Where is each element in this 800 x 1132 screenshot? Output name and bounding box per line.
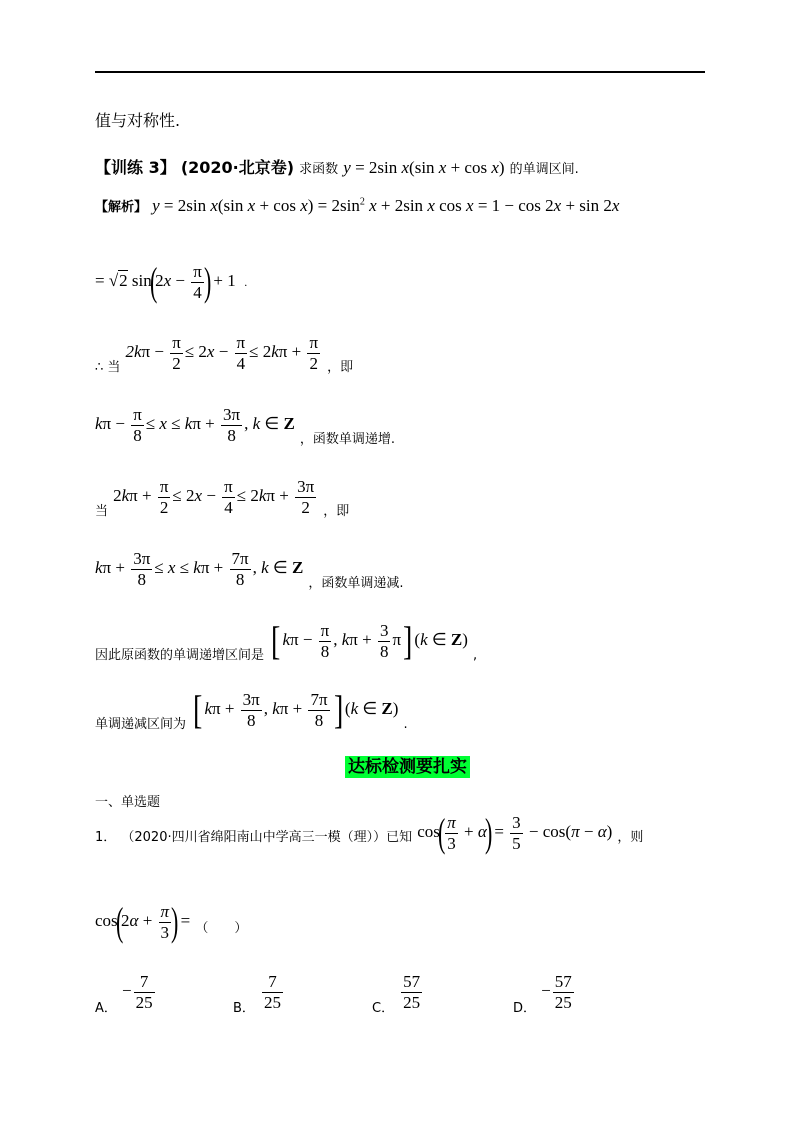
option-a-sign: − [122, 980, 132, 1000]
training-formula: y = 2sin x(sin x + cos x) [343, 158, 505, 177]
option-d-num: 57 [554, 972, 572, 991]
ji-2: ，即 [323, 503, 350, 519]
section-subtitle: 一、单选题 [95, 795, 161, 810]
option-a-label: A． [95, 1000, 117, 1016]
option-a[interactable] [95, 972, 157, 1016]
conclusion-2-end: . [403, 716, 408, 732]
header-rule [95, 71, 705, 73]
option-b-label: B． [233, 1000, 255, 1016]
option-b-num: 7 [262, 972, 283, 993]
continued-text: 值与对称性. [95, 111, 181, 130]
condition-increase: $_{\therefore 当}$ 2kπ − $\frac{\pi}{2}$ ≤ 2x − $\frac{\pi}{4}$ ≤ 2kπ + $\frac{\pi}{2}$ $_{,即}$ [95, 333, 354, 375]
decreasing-text: ，函数单调递减. [308, 575, 404, 591]
training-question-pre: 求函数 [299, 162, 339, 177]
training-source: (2020·北京卷) [180, 158, 295, 177]
increase-range: kπ − $\frac{\pi}{8}$ ≤ x ≤ kπ + $\frac{3\pi}{8}$ , k ∈ Z $_{,函数单调递增.}$ [95, 405, 396, 447]
conclusion-decrease: $_{单调递减区间为}$ [ kπ + $\frac{3\pi}{8}$ , kπ + $\frac{7\pi}{8}$ ] (k ∈ Z) $_.$ [95, 687, 408, 733]
q1-source: （2020·四川省绵阳南山中学高三一模（理））已知 [121, 829, 413, 845]
condition-decrease: $_当$ 2kπ + $\frac{\pi}{2}$ ≤ 2x − $\frac{\pi}{4}$ ≤ 2kπ + $\frac{3\pi}{2}$ $_{,即}$ [95, 477, 350, 519]
option-a-den: 25 [135, 992, 153, 1012]
option-a-num: 7 [134, 972, 155, 993]
section-title: 达标检测要扎实 [345, 756, 470, 778]
option-b[interactable] [233, 972, 285, 1016]
dang: 当 [95, 503, 109, 519]
option-b-den: 25 [264, 992, 282, 1012]
q1-number: 1． [95, 829, 117, 845]
question-1 [95, 810, 644, 856]
therefore-when: ∴ 当 [95, 359, 121, 375]
simplified-formula: = √2 sin(2x − $\frac{\pi}{4}$ ) + 1 . [95, 259, 248, 305]
q1-condition: cos( $\frac{\pi}{3}$ + α) = $\frac{3}{5}$ − cos(π − α) [417, 810, 613, 856]
conclusion-2: 单调递减区间为 [95, 716, 187, 732]
q1-target: cos(2α + $\frac{\pi}{3}$ ) = $_{( )}$ [95, 899, 248, 945]
section-title-wrap [345, 752, 470, 777]
conclusion-increase: $_{因此原函数的单调递增区间是}$ [ kπ − $\frac{\pi}{8}$ , kπ + $\frac{3}{8}$ π] (k ∈ Z) $_,$ [95, 618, 478, 664]
option-c-den: 25 [403, 992, 421, 1012]
decrease-range: kπ + $\frac{3\pi}{8}$ ≤ x ≤ kπ + $\frac{7\pi}{8}$ , k ∈ Z $_{,函数单调递减.}$ [95, 549, 404, 591]
training-question-post: 的单调区间. [509, 162, 579, 177]
option-d-sign: − [541, 980, 551, 1000]
option-c[interactable] [372, 972, 424, 1016]
option-d[interactable] [513, 972, 576, 1016]
analysis-formula: y = 2sin x(sin $x + \cos x) = 2\sin^2$ x + 2sin x cos x = 1 − cos 2x + sin 2x [152, 196, 620, 215]
increasing-text: ，函数单调递增. [299, 431, 396, 447]
option-d-label: D． [513, 1000, 537, 1016]
option-d-den: 25 [554, 992, 572, 1012]
q1-blank: （ ） [195, 920, 248, 936]
training-label: 【训练 3】 [95, 158, 176, 177]
q1-then: ，则 [617, 829, 644, 845]
conclusion-1: 因此原函数的单调递增区间是 [95, 647, 265, 663]
conclusion-1-end: , [473, 647, 478, 663]
analysis-line [95, 196, 619, 216]
analysis-label: 【解析】 [95, 200, 148, 215]
option-c-num: 57 [403, 972, 421, 991]
training-line [95, 155, 579, 178]
ji-1: ，即 [327, 359, 354, 375]
option-c-label: C． [372, 1000, 395, 1016]
